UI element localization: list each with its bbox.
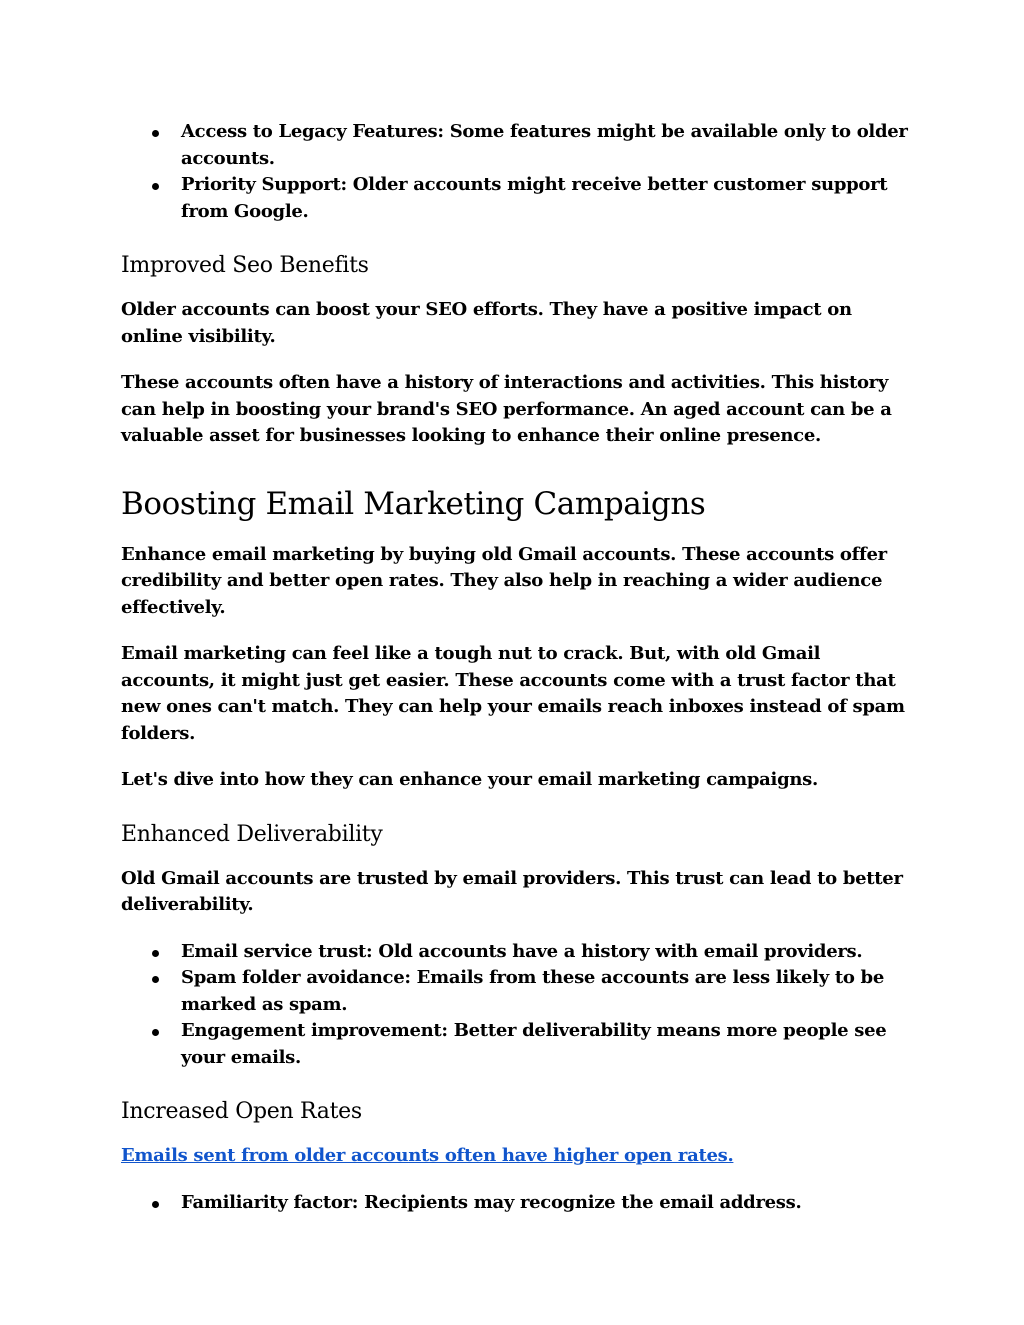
heading-increased-open-rates: Increased Open Rates [121,1099,362,1124]
paragraph-email-dive: Let's dive into how they can enhance your email marketing campaigns. [121,769,818,790]
paragraph-seo-history: These accounts often have a history of interactions and activities. This history can help in boosting your brand's SEO performance. An aged account can be a valuable asset for businesses looking to enhance their online presence. [121,372,892,446]
heading-boosting-email-marketing: Boosting Email Marketing Campaigns [121,485,706,522]
deliverability-list [121,939,911,1072]
open-rates-link[interactable]: Emails sent from older accounts often have higher open rates. [121,1145,734,1166]
bullet-icon [152,950,159,957]
heading-enhanced-deliverability: Enhanced Deliverability [121,821,383,847]
list-item-text: Email service trust: Old accounts have a history with email providers. [181,940,863,962]
paragraph-email-intro: Enhance email marketing by buying old Gmail accounts. These accounts offer credibility and better open rates. They also help in reaching a wider audience effectively. [121,543,887,618]
list-item-text: Spam folder avoidance: Emails from these accounts are less likely to be marked as spam. [181,967,884,1015]
heading-improved-seo-benefits: Improved Seo Benefits [121,253,369,278]
document-content [121,119,911,1216]
list-item-text: Engagement improvement: Better deliverability means more people see your emails. [181,1020,887,1068]
list-item [121,1190,911,1217]
bullet-icon [152,183,159,190]
paragraph-email-trust: Email marketing can feel like a tough nut to crack. But, with old Gmail accounts, it might just get easier. These accounts come with a trust factor that new ones can't match. They can help your emails reach inboxes instead of spam folders. [121,643,905,744]
list-item [121,172,911,225]
list-item [121,1018,911,1071]
bullet-icon [152,1029,159,1036]
bullet-icon [152,1201,159,1208]
open-rates-list [121,1190,911,1217]
legacy-benefits-list [121,119,911,225]
list-item [121,939,911,966]
list-item [121,119,911,172]
list-item-text: Familiarity factor: Recipients may recognize the email address. [181,1191,802,1213]
paragraph-open-rates [121,1143,911,1170]
list-item-text: Priority Support: Older accounts might receive better customer support from Google. [181,174,888,222]
list-item-text: Access to Legacy Features: Some features might be available only to older accounts. [181,121,908,169]
paragraph-seo-intro: Older accounts can boost your SEO efforts. They have a positive impact on online visibility. [121,299,852,347]
paragraph-deliverability: Old Gmail accounts are trusted by email providers. This trust can lead to better deliverability. [121,867,903,915]
bullet-icon [152,130,159,137]
bullet-icon [152,976,159,983]
list-item [121,965,911,1018]
